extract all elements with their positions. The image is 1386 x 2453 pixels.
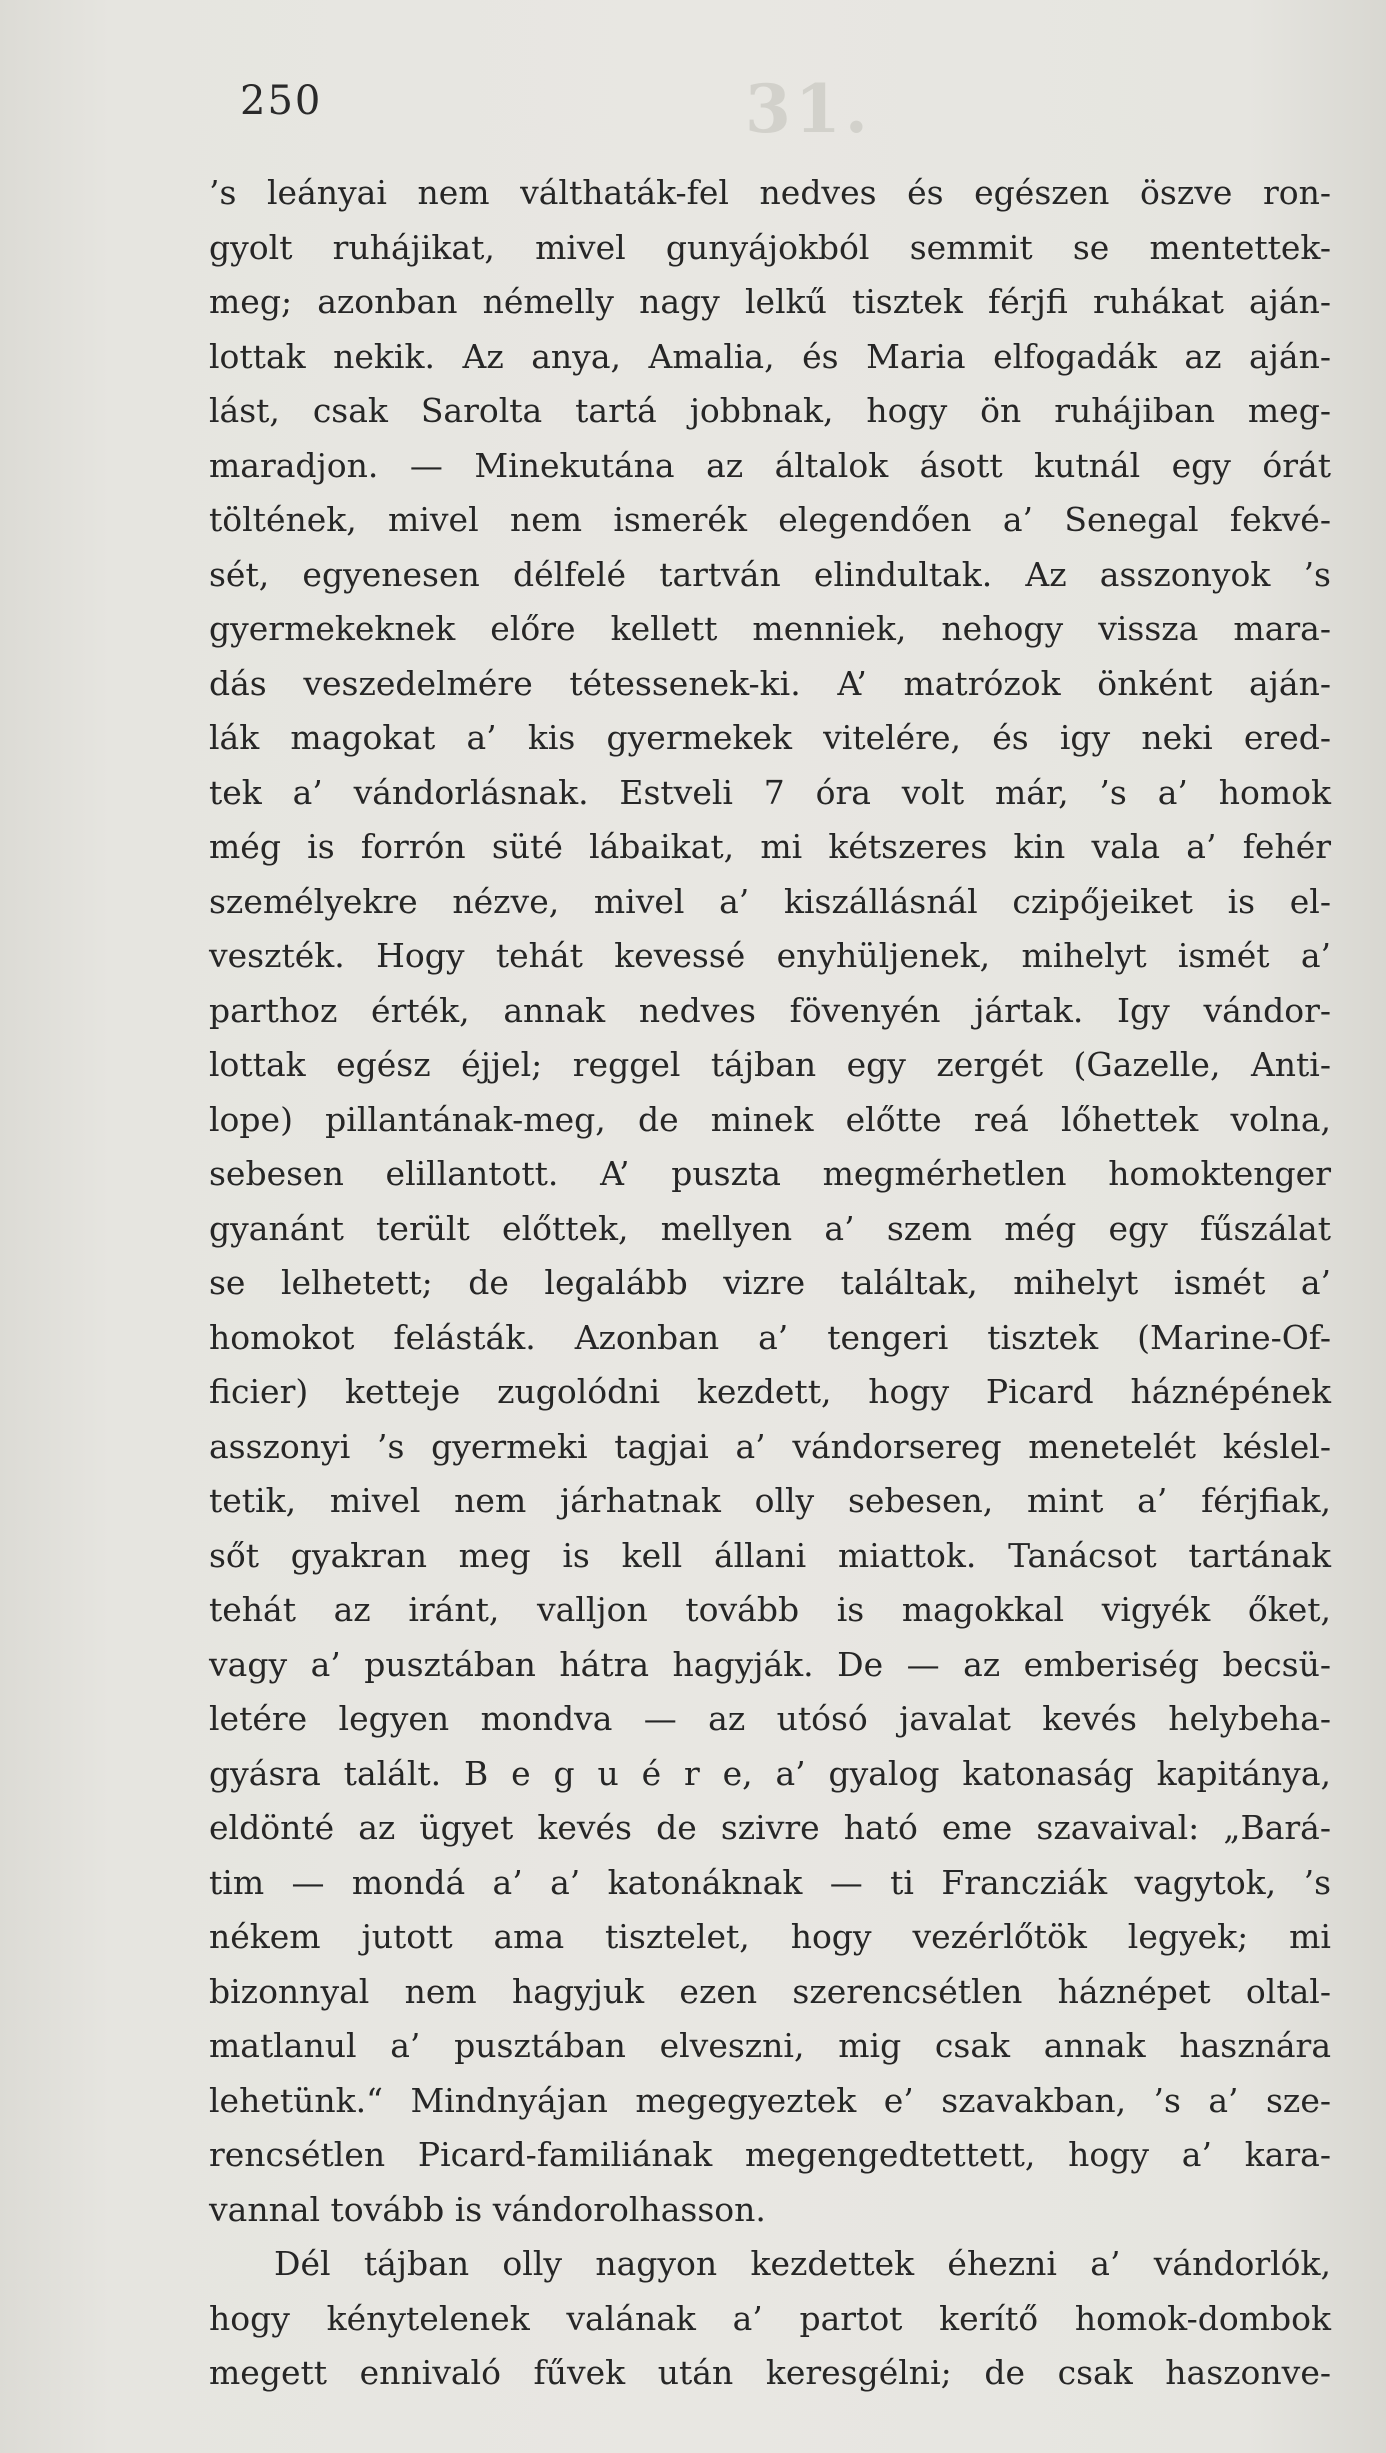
text-line: matlanul a’ pusztában elveszni, mig csak annak hasznára <box>209 2026 1331 2065</box>
text-line: nékem jutott ama tisztelet, hogy vezérlőtök legyek; mi <box>209 1917 1331 1956</box>
text-line: eldönté az ügyet kevés de szivre ható eme szavaival: „Bará- <box>209 1808 1331 1847</box>
text-line: gyermekeknek előre kellett menniek, nehogy vissza mara- <box>209 609 1331 648</box>
text-line: tim — mondá a’ a’ katonáknak — ti Francziák vagytok, ’s <box>209 1862 1331 1902</box>
text-line: letére legyen mondva — az utósó javalat kevés helybeha- <box>209 1699 1331 1738</box>
text-line: asszonyi ’s gyermeki tagjai a’ vándorsereg menetelét késlel- <box>209 1426 1331 1466</box>
text-line: sőt gyakran meg is kell állani miattok. Tanácsot tartának <box>209 1535 1331 1575</box>
text-line: veszték. Hogy tehát kevessé enyhüljenek, mihelyt ismét a’ <box>209 936 1331 975</box>
text-line: megett ennivaló fűvek után keresgélni; de csak haszonve- <box>209 2353 1331 2392</box>
text-line: vagy a’ pusztában hátra hagyják. De — az emberiség becsü- <box>209 1644 1331 1684</box>
text-line: sét, egyenesen délfelé tartván elindultak. Az asszonyok ’s <box>209 554 1331 594</box>
text-line: lák magokat a’ kis gyermekek vitelére, és igy neki ered- <box>209 718 1331 757</box>
text-line: lást, csak Sarolta tartá jobbnak, hogy ön ruhájiban meg- <box>209 391 1331 430</box>
text-line: személyekre nézve, mivel a’ kiszállásnál czipőjeiket is el- <box>209 881 1331 921</box>
text-line: ficier) ketteje zugolódni kezdett, hogy Picard háznépének <box>209 1372 1331 1411</box>
text-line: hogy kénytelenek valának a’ partot kerítő homok-dombok <box>209 2298 1331 2338</box>
text-line: gyásra talált. B e g u é r e, a’ gyalog katonaság kapitánya, <box>209 1753 1331 1793</box>
text-line: gyolt ruhájikat, mivel gunyájokból semmit se mentettek- <box>209 227 1331 267</box>
text-line: tehát az iránt, valljon tovább is magokkal vigyék őket, <box>209 1590 1331 1629</box>
text-line: se lelhetett; de legalább vizre találtak, mihelyt ismét a’ <box>209 1263 1331 1302</box>
text-line: tek a’ vándorlásnak. Estveli 7 óra volt már, ’s a’ homok <box>209 772 1331 812</box>
text-line: lottak egész éjjel; reggel tájban egy zergét (Gazelle, Anti- <box>209 1045 1331 1084</box>
text-line: gyanánt terült előttek, mellyen a’ szem még egy fűszálat <box>209 1208 1331 1248</box>
text-line: meg; azonban némelly nagy lelkű tisztek férjfi ruhákat aján- <box>209 282 1331 321</box>
text-line: tetik, mivel nem járhatnak olly sebesen, mint a’ férjfiak, <box>209 1481 1331 1520</box>
text-line: dás veszedelmére tétessenek-ki. A’ matrózok önként aján- <box>209 663 1331 703</box>
body-text <box>209 166 1331 2401</box>
text-line: maradjon. — Minekutána az általok ásott kutnál egy órát <box>209 445 1331 485</box>
text-line: sebesen elillantott. A’ puszta megmérhetlen homoktenger <box>209 1154 1331 1193</box>
text-line: lope) pillantának-meg, de minek előtte reá lőhettek volna, <box>209 1099 1331 1139</box>
page-number: 250 <box>240 78 323 124</box>
text-line: töltének, mivel nem ismerék elegendően a’ Senegal fekvé- <box>209 500 1331 539</box>
text-line: bizonnyal nem hagyjuk ezen szerencsétlen háznépet oltal- <box>209 1971 1331 2011</box>
text-line: vannal tovább is vándorolhasson. <box>209 2189 766 2229</box>
text-line: Dél tájban olly nagyon kezdettek éhezni a’ vándorlók, <box>274 2244 1331 2283</box>
text-line: rencsétlen Picard-familiának megengedtettett, hogy a’ kara- <box>209 2135 1331 2174</box>
text-line: még is forrón süté lábaikat, mi kétszeres kin vala a’ fehér <box>209 827 1331 866</box>
text-line: ’s leányai nem válthaták-fel nedves és egészen öszve ron- <box>209 173 1331 212</box>
bleed-through-heading: 31. <box>745 70 872 148</box>
text-line: parthoz érték, annak nedves fövenyén jártak. Igy vándor- <box>209 990 1331 1030</box>
text-line: lehetünk.“ Mindnyájan megegyeztek e’ szavakban, ’s a’ sze- <box>209 2080 1331 2120</box>
text-line: homokot felásták. Azonban a’ tengeri tisztek (Marine-Of- <box>209 1317 1331 1357</box>
text-line: lottak nekik. Az anya, Amalia, és Maria elfogadák az aján- <box>209 336 1331 376</box>
